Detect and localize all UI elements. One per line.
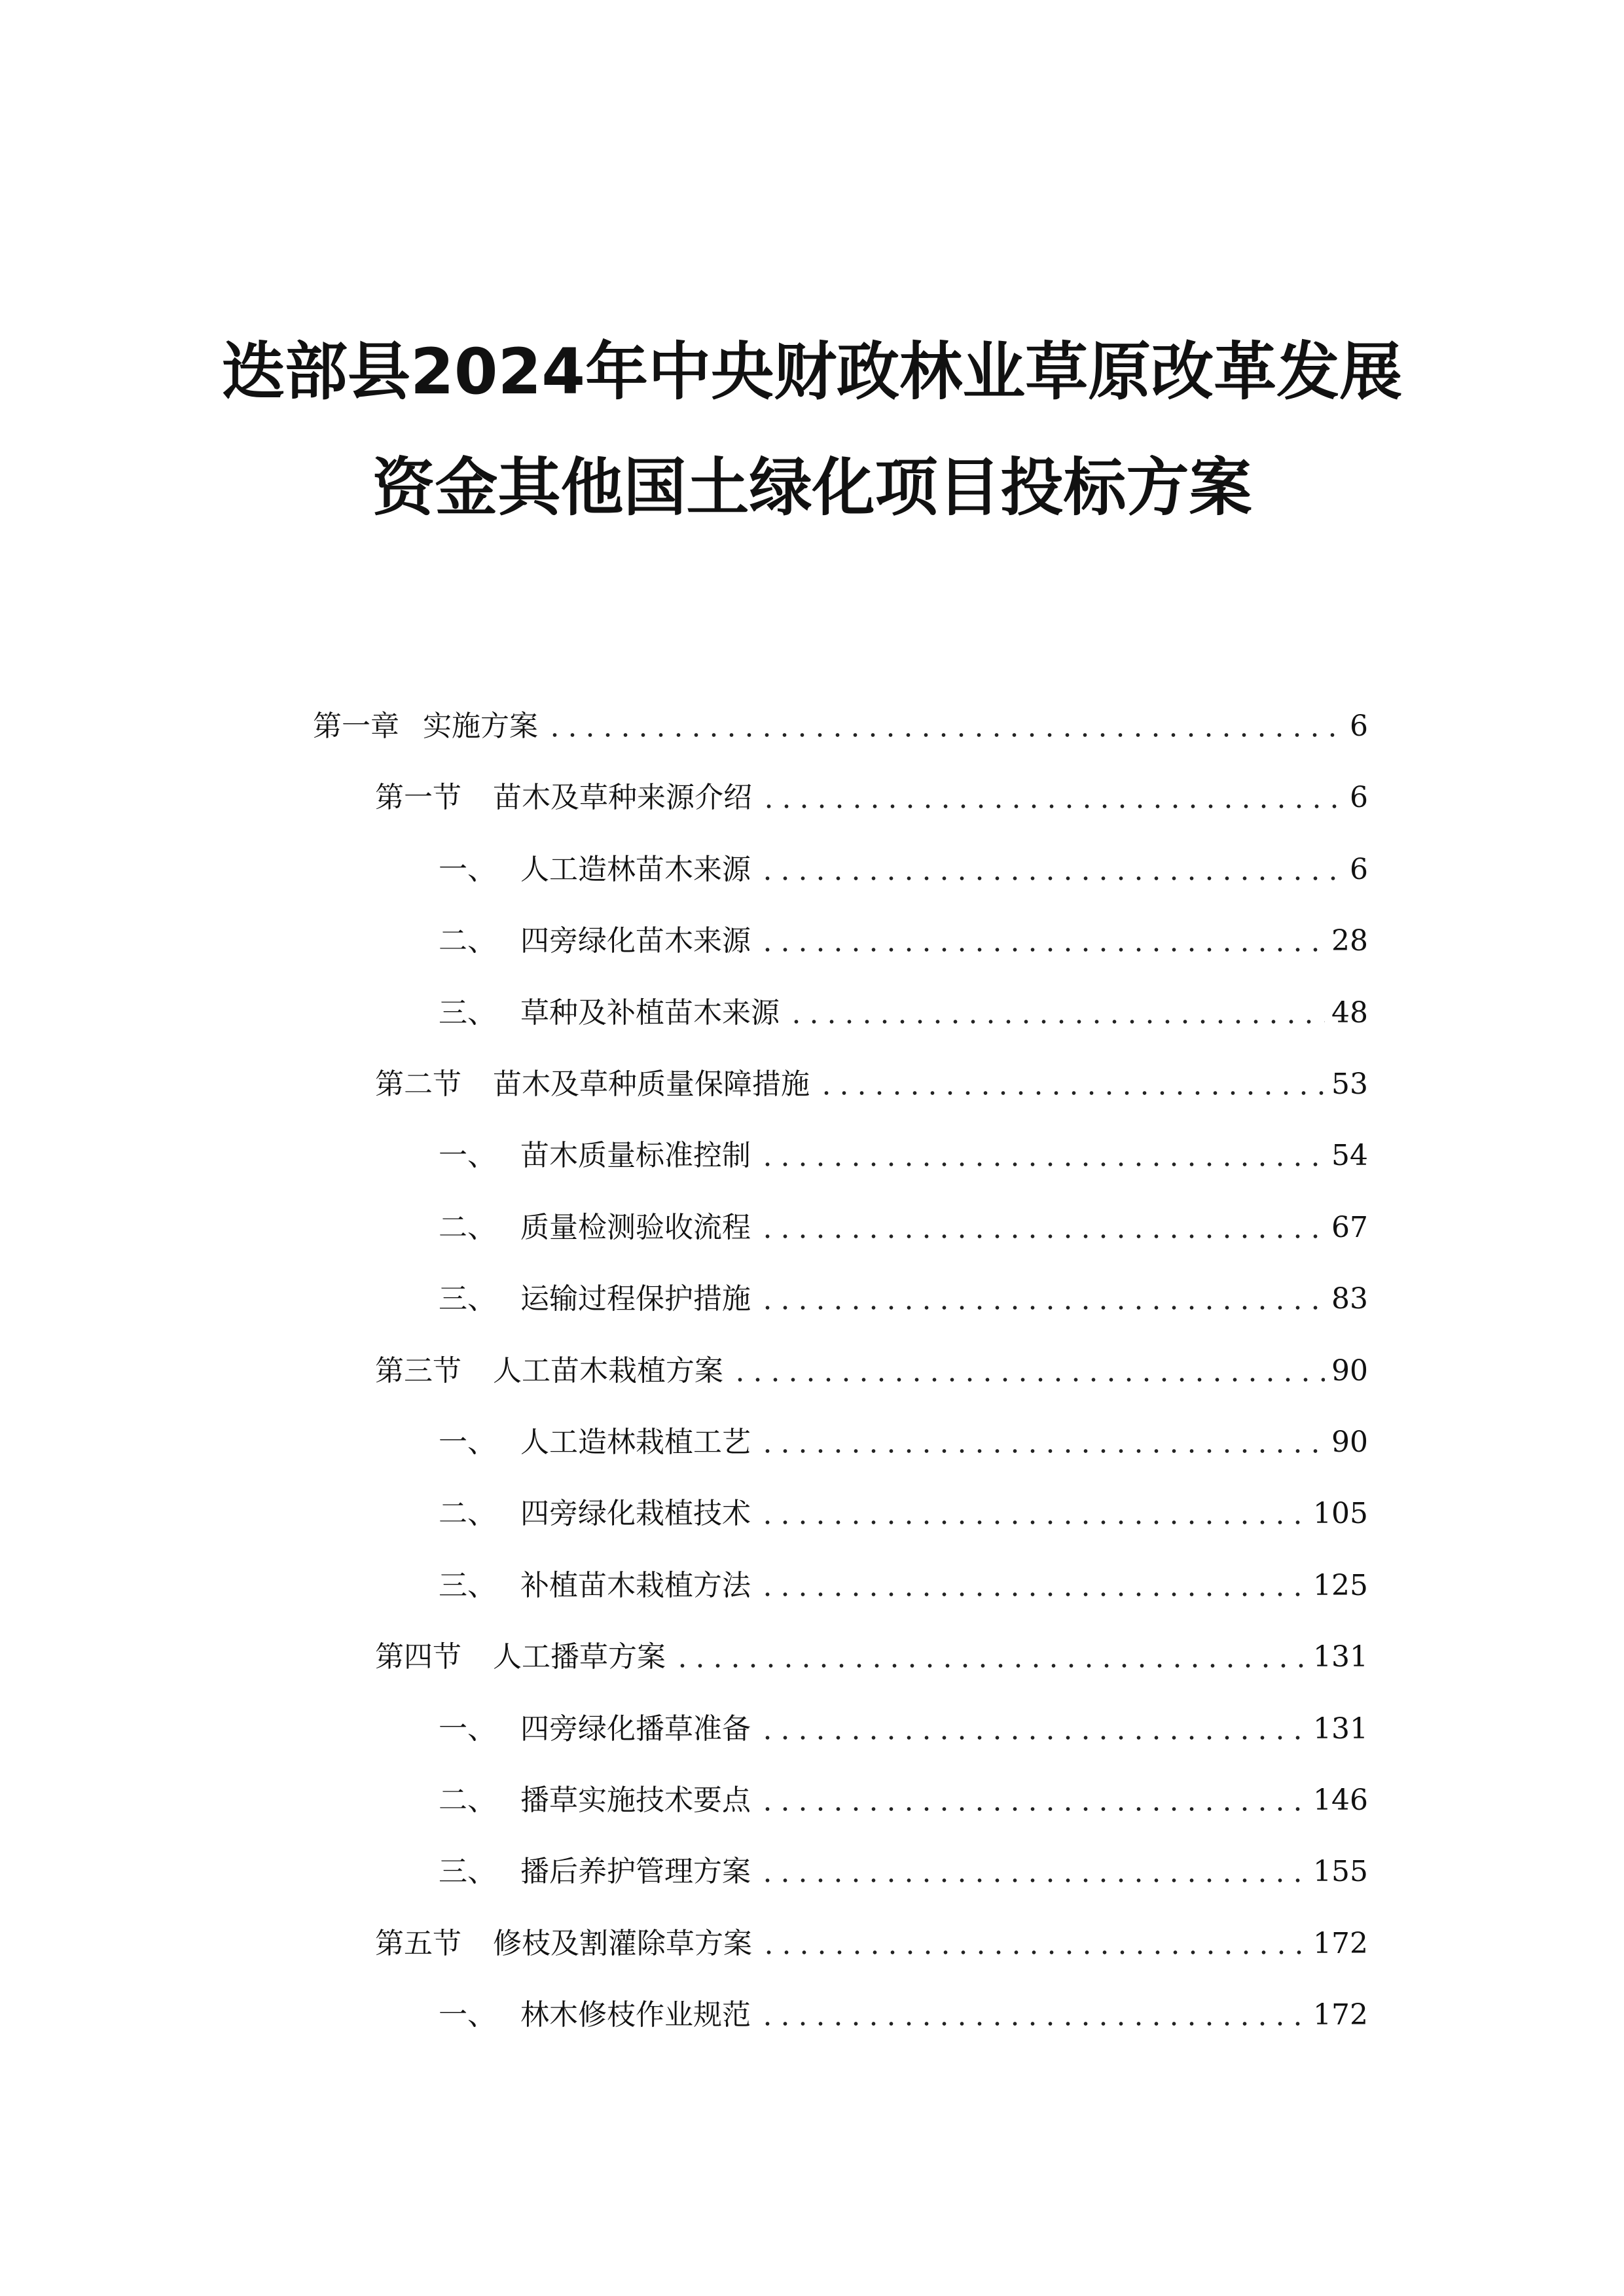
toc-entry-title: 四旁绿化栽植技术 [520, 1497, 751, 1530]
toc-entry-page-number: 131 [1313, 1640, 1368, 1674]
toc-entry[interactable] [375, 1053, 1368, 1099]
toc-entry-number: 一、 [439, 1712, 496, 1746]
toc-entry-page-number: 6 [1350, 781, 1368, 814]
toc-entry-number: 二、 [439, 1497, 496, 1530]
toc-entry-page-number: 67 [1331, 1211, 1368, 1244]
toc-entry[interactable] [439, 910, 1368, 956]
toc-entry[interactable] [439, 1554, 1368, 1600]
toc-entry-title: 苗木质量标准控制 [520, 1139, 751, 1172]
toc-dot-leader [759, 1161, 1325, 1168]
toc-entry[interactable] [439, 1769, 1368, 1815]
toc-dot-leader [759, 1591, 1307, 1598]
toc-dot-leader [759, 1734, 1307, 1741]
toc-entry-title: 修枝及割灌除草方案 [493, 1927, 752, 1960]
toc-entry-page-number: 53 [1331, 1067, 1368, 1101]
toc-entry-page-number: 105 [1313, 1497, 1368, 1530]
toc-entry-number: 第一章 [313, 709, 399, 743]
toc-entry-number: 二、 [439, 924, 496, 958]
toc-entry[interactable] [439, 1482, 1368, 1528]
document-title-line2: 资金其他国土绿化项目投标方案 [372, 451, 1252, 524]
toc-entry-number: 一、 [439, 853, 496, 886]
toc-dot-leader [760, 803, 1342, 810]
toc-dot-leader [546, 732, 1342, 738]
toc-dot-leader [759, 1233, 1325, 1240]
toc-dot-leader [759, 1877, 1307, 1884]
toc-entry-title: 人工造林栽植工艺 [520, 1426, 751, 1459]
toc-entry-title: 苗木及草种质量保障措施 [493, 1067, 810, 1101]
toc-entry[interactable] [375, 1912, 1368, 1958]
toc-entry-title: 人工造林苗木来源 [520, 853, 751, 886]
toc-entry-title: 补植苗木栽植方法 [520, 1569, 751, 1602]
toc-dot-leader [759, 1519, 1307, 1526]
toc-entry-number: 三、 [439, 1282, 496, 1316]
toc-entry[interactable] [439, 1196, 1368, 1242]
toc-entry[interactable] [439, 1840, 1368, 1886]
toc-entry-page-number: 54 [1331, 1139, 1368, 1172]
toc-entry-title: 质量检测验收流程 [520, 1211, 751, 1244]
toc-entry-title: 四旁绿化播草准备 [520, 1712, 751, 1746]
toc-entry-page-number: 6 [1350, 853, 1368, 886]
toc-entry-title: 林木修枝作业规范 [520, 1998, 751, 2032]
toc-entry-title: 苗木及草种来源介绍 [493, 781, 752, 814]
toc-entry-title: 四旁绿化苗木来源 [520, 924, 751, 958]
toc-entry-page-number: 83 [1331, 1282, 1368, 1316]
toc-entry-number: 一、 [439, 1998, 496, 2032]
toc-entry-page-number: 131 [1313, 1712, 1368, 1746]
toc-entry-number: 二、 [439, 1211, 496, 1244]
toc-entry[interactable] [439, 1411, 1368, 1457]
toc-entry[interactable] [375, 1340, 1368, 1386]
toc-entry-title: 人工苗木栽植方案 [493, 1354, 723, 1388]
toc-dot-leader [759, 946, 1325, 953]
toc-dot-leader [759, 1806, 1307, 1812]
toc-entry-page-number: 155 [1313, 1855, 1368, 1888]
toc-entry[interactable] [439, 1984, 1368, 2030]
toc-entry-page-number: 6 [1350, 709, 1368, 743]
toc-entry[interactable] [439, 982, 1368, 1028]
toc-entry-title: 运输过程保护措施 [520, 1282, 751, 1316]
toc-entry-title: 草种及补植苗木来源 [520, 996, 780, 1030]
toc-entry-page-number: 90 [1331, 1354, 1368, 1388]
toc-entry-title: 人工播草方案 [493, 1640, 666, 1674]
toc-entry-number: 第四节 [375, 1640, 461, 1674]
toc-dot-leader [787, 1018, 1325, 1025]
toc-dot-leader [759, 1448, 1325, 1454]
toc-entry-number: 三、 [439, 1855, 496, 1888]
toc-entry-number: 三、 [439, 996, 496, 1030]
toc-entry-page-number: 172 [1313, 1998, 1368, 2032]
toc-dot-leader [759, 1304, 1325, 1311]
toc-entry[interactable] [375, 766, 1368, 812]
toc-entry-title: 播后养护管理方案 [520, 1855, 751, 1888]
toc-entry-title: 播草实施技术要点 [520, 1784, 751, 1817]
toc-entry-page-number: 48 [1331, 996, 1368, 1030]
toc-dot-leader [759, 2020, 1307, 2027]
toc-entry-number: 第三节 [375, 1354, 461, 1388]
toc-entry-page-number: 28 [1331, 924, 1368, 958]
toc-entry-page-number: 172 [1313, 1927, 1368, 1960]
toc-entry-page-number: 90 [1331, 1426, 1368, 1459]
toc-dot-leader [818, 1090, 1325, 1096]
toc-entry[interactable] [375, 1626, 1368, 1672]
toc-entry-number: 第二节 [375, 1067, 461, 1101]
toc-entry-title: 实施方案 [423, 709, 538, 743]
toc-entry[interactable] [439, 838, 1368, 884]
toc-entry-page-number: 146 [1313, 1784, 1368, 1817]
toc-entry-number: 三、 [439, 1569, 496, 1602]
toc-entry[interactable] [439, 1698, 1368, 1744]
toc-entry[interactable] [439, 1268, 1368, 1314]
toc-entry-number: 一、 [439, 1139, 496, 1172]
toc-entry-number: 第五节 [375, 1927, 461, 1960]
document-title-line1: 迭部县2024年中央财政林业草原改革发展 [221, 335, 1403, 408]
toc-entry[interactable] [313, 695, 1368, 741]
toc-dot-leader [760, 1949, 1307, 1956]
toc-dot-leader [674, 1662, 1307, 1669]
toc-dot-leader [759, 875, 1342, 882]
toc-dot-leader [731, 1376, 1325, 1383]
toc-entry-number: 一、 [439, 1426, 496, 1459]
toc-entry[interactable] [439, 1124, 1368, 1170]
toc-entry-number: 二、 [439, 1784, 496, 1817]
toc-entry-number: 第一节 [375, 781, 461, 814]
toc-entry-page-number: 125 [1313, 1569, 1368, 1602]
